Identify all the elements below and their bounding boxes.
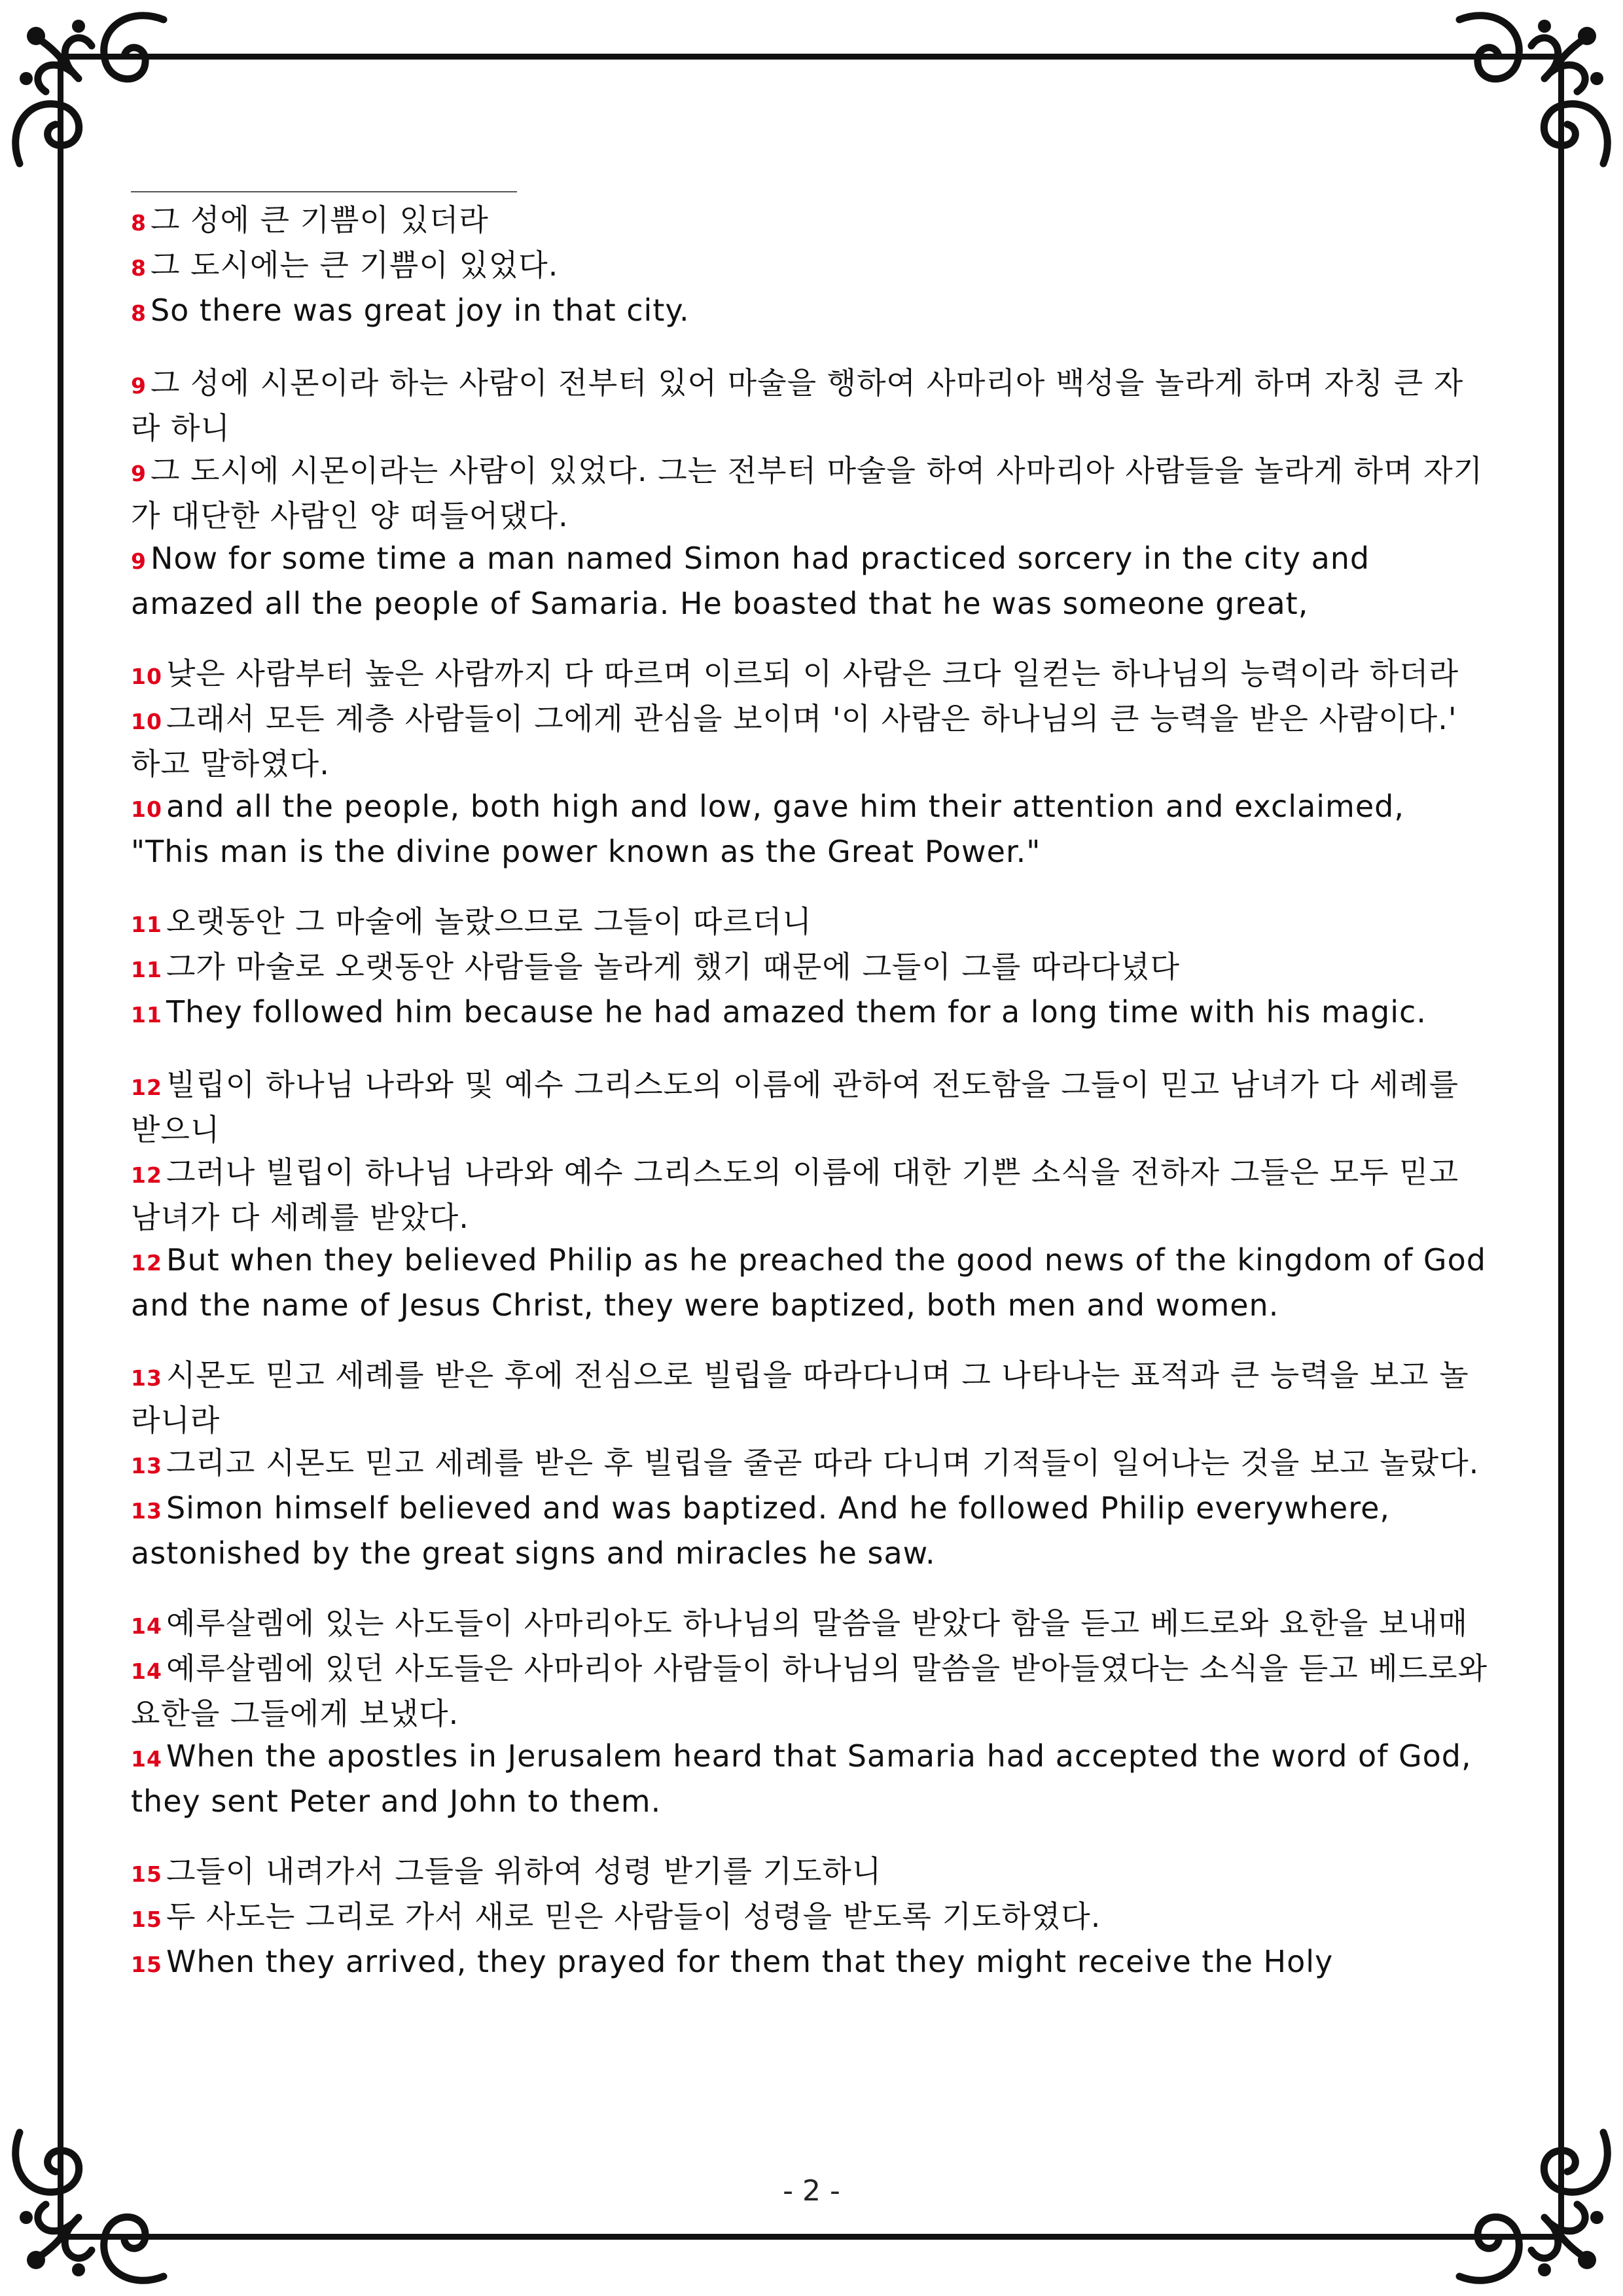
verse-line (131, 244, 1492, 289)
verse-number: 8 (131, 300, 147, 326)
verse-group (131, 1850, 1492, 1986)
verse-number: 14 (131, 1613, 162, 1639)
verse-line (131, 653, 1492, 698)
verse-text: So there was great joy in that city. (150, 293, 690, 328)
corner-ornament-icon (1414, 0, 1623, 209)
verse-number: 12 (131, 1162, 162, 1188)
verse-line (131, 1735, 1492, 1823)
verse-text: and all the people, both high and low, gave him their attention and exclaimed, "This man is the divine power known as the Great Power." (131, 789, 1404, 869)
verse-number: 12 (131, 1075, 162, 1100)
verse-group (131, 901, 1492, 1036)
verse-line (131, 1151, 1492, 1239)
verse-text: Simon himself believed and was baptized. And he followed Philip everywhere, astonished by the great signs and miracles he saw. (131, 1490, 1391, 1571)
verse-text: Now for some time a man named Simon had practiced sorcery in the city and amazed all the people of Samaria. He boasted that he was someone great, (131, 541, 1370, 621)
verse-text: 오랫동안 그 마술에 놀랐으므로 그들이 따르더니 (166, 904, 812, 939)
verse-number: 9 (131, 461, 147, 486)
verse-text: 그 도시에는 큰 기쁨이 있었다. (150, 247, 559, 283)
verse-line (131, 450, 1492, 537)
verse-number: 14 (131, 1659, 162, 1684)
verse-group (131, 1602, 1492, 1823)
verse-line (131, 1850, 1492, 1895)
corner-ornament-icon (0, 0, 209, 209)
verse-text: 그러나 빌립이 하나님 나라와 예수 그리스도의 이름에 대한 기쁜 소식을 전하자 그들은 모두 믿고 남녀가 다 세례를 받았다. (131, 1155, 1459, 1235)
verse-text: 그 도시에 시몬이라는 사람이 있었다. 그는 전부터 마술을 하여 사마리아 사람들을 놀라게 하며 자기가 대단한 사람인 양 떠들어댔다. (131, 453, 1484, 533)
verse-line (131, 785, 1492, 873)
verse-line (131, 1602, 1492, 1647)
verse-number: 10 (131, 709, 162, 734)
verse-text: 그리고 시몬도 믿고 세례를 받은 후 빌립을 줄곧 따라 다니며 기적들이 일어나는 것을 보고 놀랐다. (166, 1445, 1480, 1480)
verse-text: They followed him because he had amazed them for a long time with his magic. (166, 994, 1427, 1030)
verse-line (131, 901, 1492, 946)
verse-text: But when they believed Philip as he preached the good news of the kingdom of God and the name of Jesus Christ, they were baptized, both men and women. (131, 1242, 1486, 1323)
verse-number: 11 (131, 1002, 162, 1028)
verse-content (131, 191, 1492, 2142)
verse-line (131, 1487, 1492, 1575)
verse-number: 8 (131, 255, 147, 281)
verse-text: 시몬도 믿고 세례를 받은 후에 전심으로 빌립을 따라다니며 그 나타나는 표적과 큰 능력을 보고 놀라니라 (131, 1357, 1469, 1438)
verse-line (131, 289, 1492, 334)
verse-number: 13 (131, 1453, 162, 1479)
verse-number: 13 (131, 1498, 162, 1524)
verse-group (131, 199, 1492, 334)
verse-group (131, 1064, 1492, 1327)
verse-number: 15 (131, 1952, 162, 1977)
verse-line (131, 1239, 1492, 1327)
verse-line (131, 1647, 1492, 1735)
verse-number: 10 (131, 797, 162, 822)
verse-number: 9 (131, 548, 147, 574)
verse-line (131, 698, 1492, 785)
verse-number: 9 (131, 373, 147, 399)
verse-number: 8 (131, 210, 147, 236)
verse-number: 11 (131, 912, 162, 937)
verse-line (131, 199, 1492, 244)
verse-line (131, 1442, 1492, 1487)
verse-group (131, 362, 1492, 625)
verse-text: 그 성에 시몬이라 하는 사람이 전부터 있어 마술을 행하여 사마리아 백성을 놀라게 하며 자칭 큰 자라 하니 (131, 365, 1464, 446)
verse-line (131, 1941, 1492, 1986)
verse-list (131, 199, 1492, 1986)
verse-number: 10 (131, 664, 162, 689)
verse-number: 12 (131, 1250, 162, 1276)
top-rule (131, 191, 517, 192)
verse-text: 두 사도는 그리로 가서 새로 믿은 사람들이 성령을 받도록 기도하였다. (166, 1899, 1101, 1934)
verse-text: 그들이 내려가서 그들을 위하여 성령 받기를 기도하니 (166, 1854, 882, 1889)
verse-text: When the apostles in Jerusalem heard that Samaria had accepted the word of God, they sent Peter and John to them. (131, 1738, 1472, 1819)
verse-number: 11 (131, 957, 162, 982)
verse-line (131, 991, 1492, 1036)
verse-text: 예루살렘에 있던 사도들은 사마리아 사람들이 하나님의 말씀을 받아들였다는 소식을 듣고 베드로와 요한을 그들에게 보냈다. (131, 1651, 1488, 1731)
verse-line (131, 362, 1492, 450)
verse-text: 빌립이 하나님 나라와 및 예수 그리스도의 이름에 관하여 전도함을 그들이 믿고 남녀가 다 세례를 받으니 (131, 1067, 1459, 1147)
verse-text: 그가 마술로 오랫동안 사람들을 놀라게 했기 때문에 그들이 그를 따라다녔다 (166, 949, 1181, 984)
verse-text: When they arrived, they prayed for them that they might receive the Holy (166, 1944, 1334, 1979)
verse-line (131, 1064, 1492, 1151)
verse-group (131, 1354, 1492, 1575)
verse-number: 13 (131, 1365, 162, 1391)
verse-number: 15 (131, 1861, 162, 1887)
verse-group (131, 653, 1492, 873)
verse-text: 낮은 사람부터 높은 사람까지 다 따르며 이르되 이 사람은 크다 일컫는 하나님의 능력이라 하더라 (166, 656, 1459, 691)
verse-number: 15 (131, 1907, 162, 1932)
verse-text: 그래서 모든 계층 사람들이 그에게 관심을 보이며 '이 사람은 하나님의 큰 능력을 받은 사람이다.' 하고 말하였다. (131, 701, 1457, 781)
verse-text: 그 성에 큰 기쁨이 있더라 (150, 202, 489, 238)
verse-line (131, 946, 1492, 991)
verse-number: 14 (131, 1746, 162, 1772)
verse-line (131, 1354, 1492, 1442)
page-number: - 2 - (783, 2174, 840, 2208)
verse-text: 예루살렘에 있는 사도들이 사마리아도 하나님의 말씀을 받았다 함을 듣고 베드로와 요한을 보내매 (166, 1605, 1469, 1641)
verse-line (131, 537, 1492, 625)
verse-line (131, 1895, 1492, 1941)
